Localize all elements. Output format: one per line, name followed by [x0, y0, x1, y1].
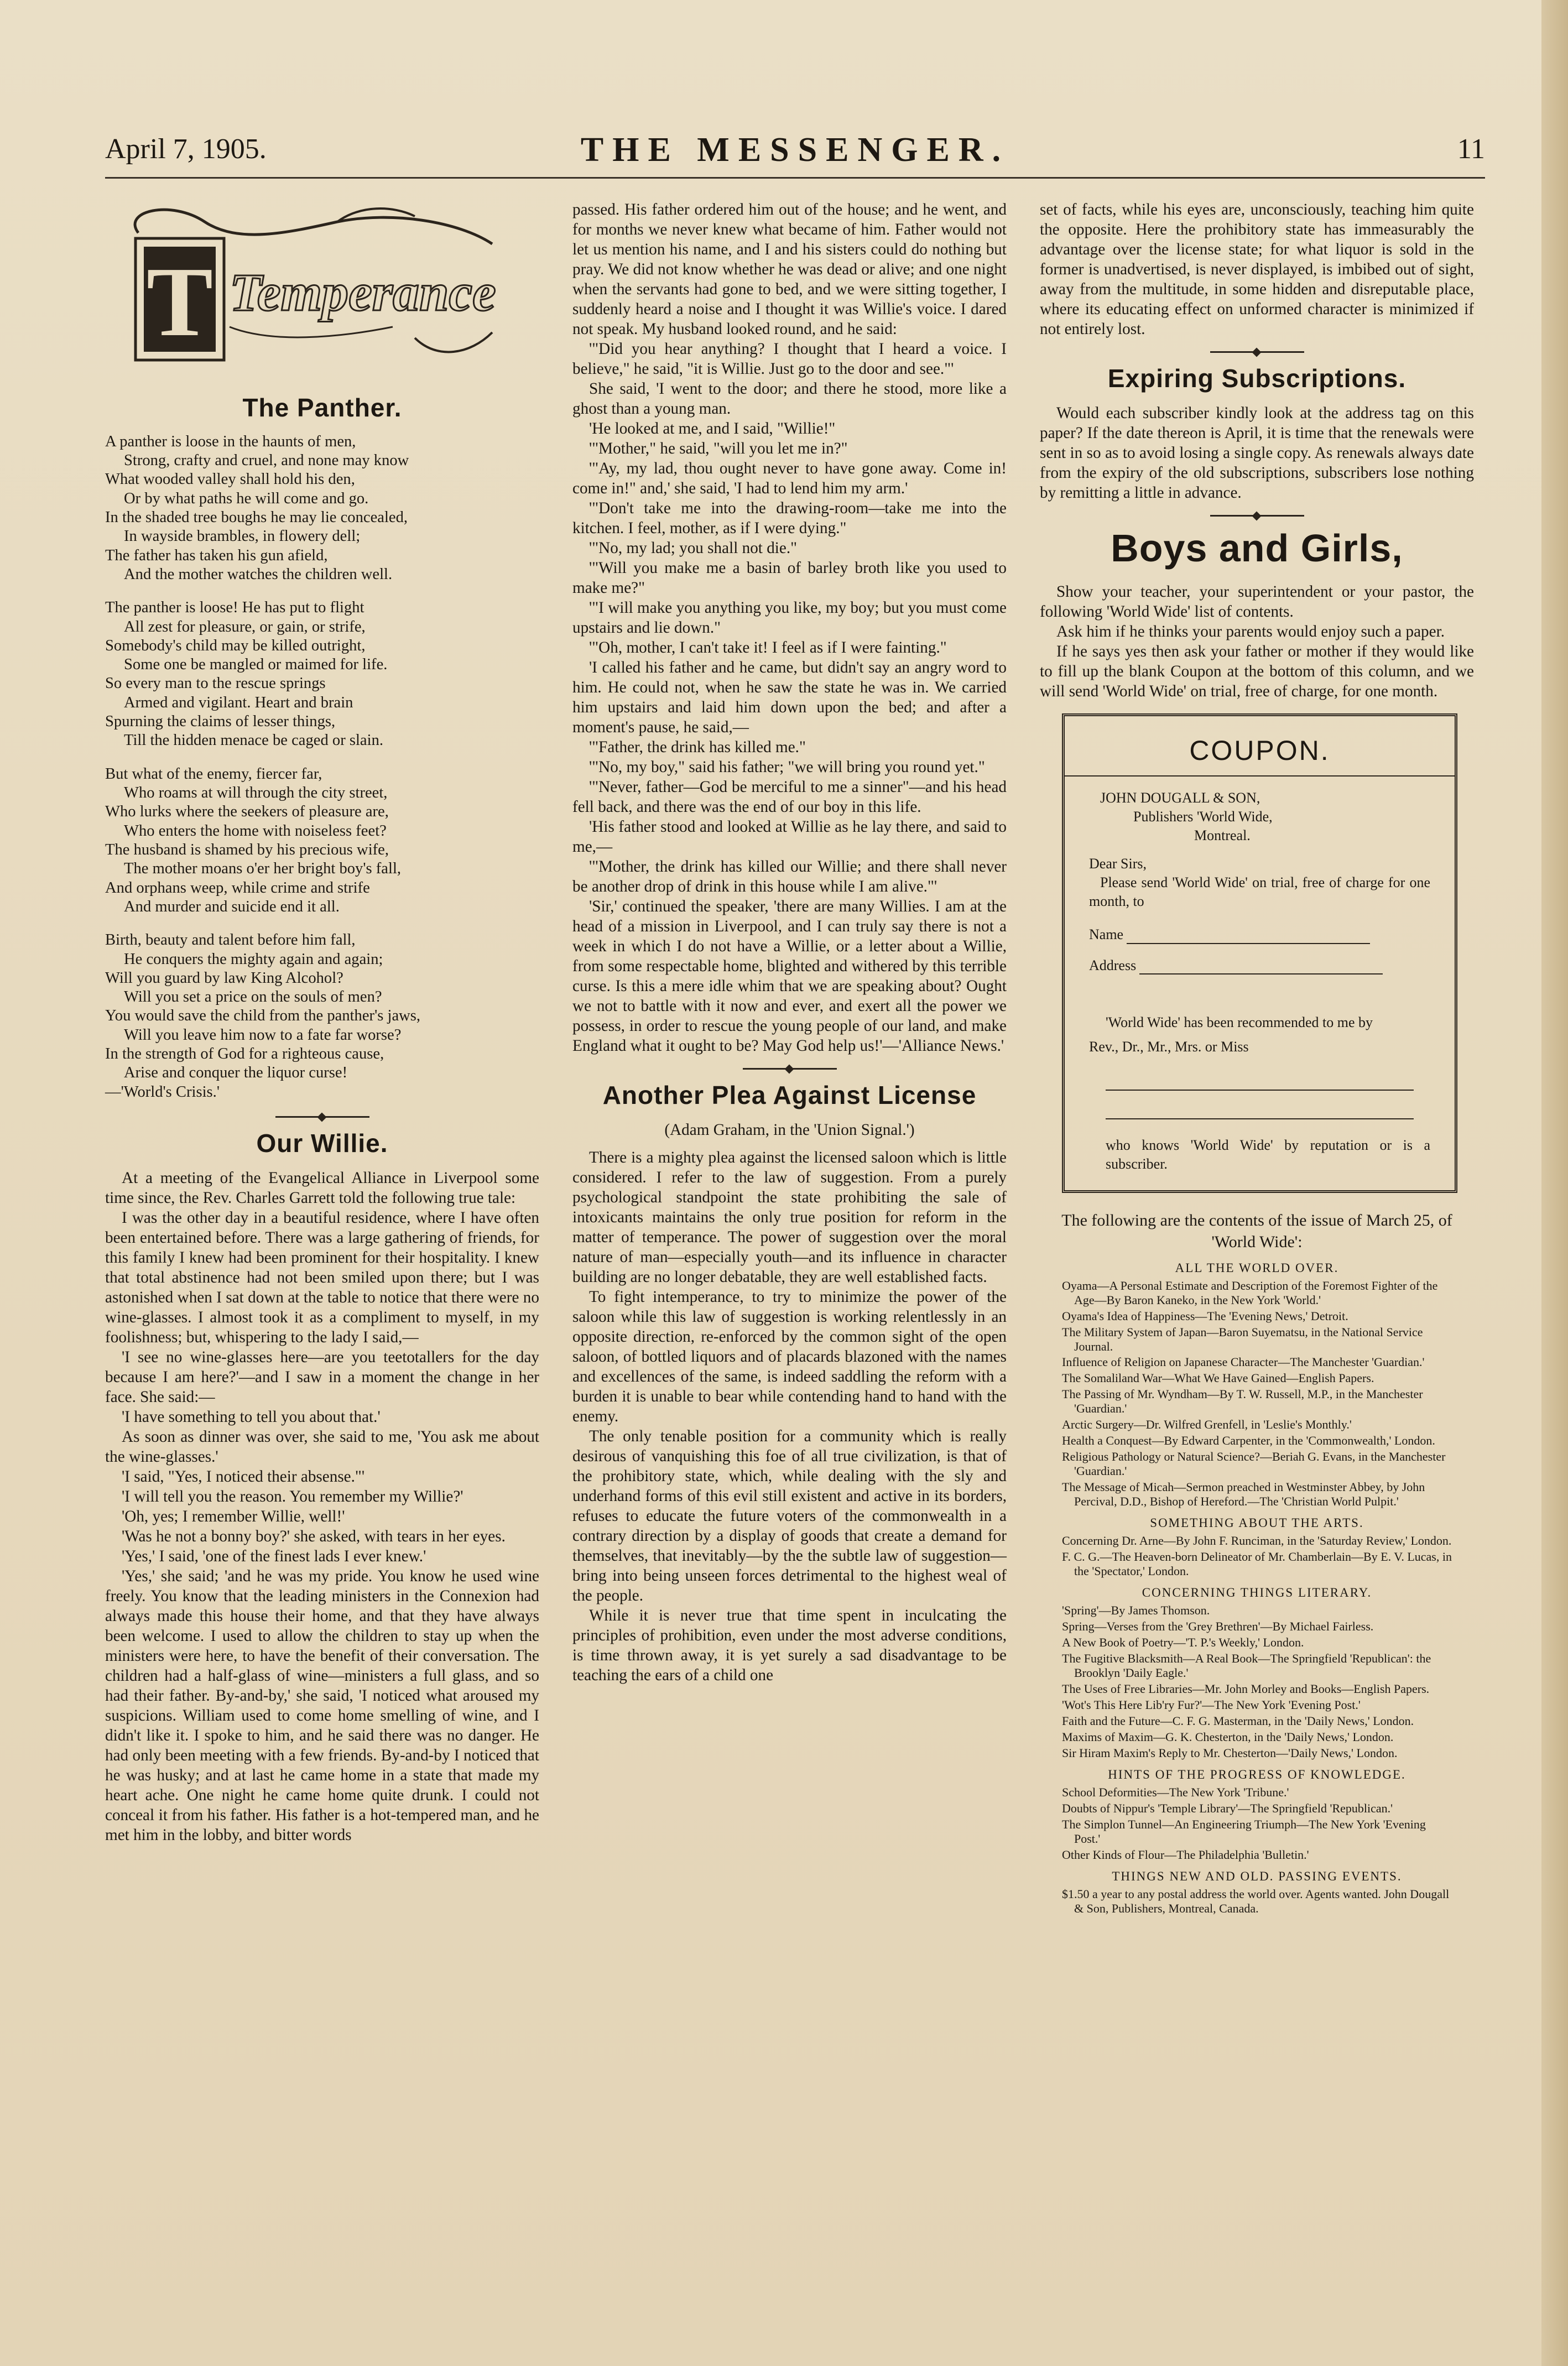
poem-line: The mother moans o'er her bright boy's fall, [124, 860, 402, 878]
paragraph: There is a mighty plea against the licensed saloon which is little considered. I refer to the law of suggestion. From a purely psychological standpoint the state prohibiting the sale of intoxicants maintains the only true position for reform in the matter of temperance. The power of suggestion over the moral nature of man—especially youth—and its influence in character building are no longer debatable, they are well established facts. [572, 1148, 1007, 1286]
paragraph: '"Will you make me a basin of barley broth like you used to make me?" [572, 559, 1007, 597]
paragraph: Show your teacher, your superintendent or your pastor, the following 'World Wide' list of contents. [1040, 583, 1474, 621]
poem-line: In the strength of God for a righteous cause, [105, 1045, 384, 1063]
paragraph: She said, 'I went to the door; and there he stood, more like a ghost than a young man. [572, 380, 1007, 418]
paragraph: 'I see no wine-glasses here—are you teetotallers for the day because I am here?'—and I saw in a moment the change in her face. She said:— [105, 1348, 539, 1406]
poem-line: All zest for pleasure, or gain, or strife, [124, 618, 366, 635]
coupon-rev: Rev., Dr., Mr., Mrs. or Miss [1089, 1039, 1249, 1055]
contents-item: A New Book of Poetry—'T. P.'s Weekly,' London. [1062, 1635, 1304, 1649]
poem-line: Will you set a price on the souls of men? [124, 988, 382, 1006]
paragraph: 'Sir,' continued the speaker, 'there are many Willies. I am at the head of a mission in Liverpool, and I can truly say there is not a week in which I do not have a Willie, or a letter about a Willie, from some respectable home, blighted and withered by this terrible curse. Is this a mere idle whim that we are speaking about? Ought we not to battle with it now and ever, and exert all the power we possess, in order to rescue the young people of our land, and make England what it ought to be? May God help us!'—'Alliance News.' [572, 898, 1007, 1055]
poem-line: Who lurks where the seekers of pleasure are, [105, 803, 389, 821]
paragraph: I was the other day in a beautiful residence, where I have often been entertained before. There was a large gathering of friends, for this family I knew had been prominent for their hospitality. I knew that total abstinence had not been smiled upon there; but I was astonished when I sat down at the table to notice that there were no wine-glasses. I almost took it as a compliment to myself, in my foolishness; but, whispering to the lady I said,— [105, 1208, 539, 1346]
paragraph: If he says yes then ask your father or mother if they would like to fill up the blank Coupon at the bottom of this column, and we will send 'World Wide' on trial, free of charge, for one month. [1040, 643, 1474, 700]
paragraph: '"Mother, the drink has killed our Willie; and there shall never be another drop of drink in this house while I am alive."' [572, 858, 1007, 895]
contents-section-heading: SOMETHING ABOUT THE ARTS. [1150, 1515, 1364, 1530]
masthead [105, 127, 1485, 179]
poem-stanza [105, 598, 539, 751]
paragraph: 'Yes,' I said, 'one of the finest lads I ever knew.' [122, 1547, 426, 1565]
coupon-recommender-line-2[interactable] [1106, 1096, 1414, 1119]
coupon-publisher: JOHN DOUGALL & SON, [1100, 790, 1260, 806]
poem-stanza [105, 432, 539, 585]
willie-story-continued [572, 200, 1007, 1056]
poem-stanza [105, 765, 539, 917]
contents-section-heading: CONCERNING THINGS LITERARY. [1142, 1585, 1372, 1599]
paragraph: To fight intemperance, to try to minimize the power of the saloon while this law of suggestion is working relentlessly in an opposite direction, re-enforced by the common sight of the open saloon, of bottled liquors and of placards blazoned with the names and excellences of the same, is indeed saddling the reform with a burden it is unable to bear while contending hand to hand with the enemy. [572, 1288, 1007, 1425]
paragraph: 'I have something to tell you about that.' [122, 1408, 381, 1426]
poem-line: —'World's Crisis.' [105, 1083, 220, 1101]
coupon-address-field[interactable] [1139, 961, 1383, 974]
paragraph: '"Father, the drink has killed me." [589, 738, 806, 756]
poem-line: The husband is shamed by his precious wife, [105, 841, 389, 858]
poem-line: And murder and suicide end it all. [124, 898, 340, 915]
paragraph: 'Oh, yes; I remember Willie, well!' [122, 1507, 345, 1525]
contents-item: Oyama's Idea of Happiness—The 'Evening News,' Detroit. [1062, 1309, 1348, 1323]
divider [743, 1068, 837, 1070]
contents-item: Religious Pathology or Natural Science?—Beriah G. Evans, in the Manchester 'Guardian.' [1062, 1450, 1446, 1478]
poem-line: Spurning the claims of lesser things, [105, 713, 336, 731]
divider [1210, 515, 1304, 517]
contents-item: Influence of Religion on Japanese Character—The Manchester 'Guardian.' [1062, 1355, 1425, 1369]
contents-item: Health a Conquest—By Edward Carpenter, in the 'Commonwealth,' London. [1062, 1434, 1435, 1448]
column-1 [105, 200, 539, 1917]
temperance-heading [105, 200, 539, 382]
contents-item: The Uses of Free Libraries—Mr. John Morley and Books—English Papers. [1062, 1681, 1430, 1696]
coupon-recommended: 'World Wide' has been recommended to me by [1106, 1014, 1373, 1031]
paragraph: The only tenable position for a community which is really desirous of vanquishing this foe of all true civilization, is that of the prohibitory state, which, while dealing with the sly and underhand forms of this evil still existent and active in its borders, refuses to educate the future voters of the commonwealth in a contrary direction by a display of goods that create a demand for themselves, that inevitably—by the the subtle law of suggestion—bring into being unseen forces detrimental to the highest weal of the people. [572, 1427, 1007, 1604]
poem-line: Will you leave him now to a fate far worse? [124, 1026, 402, 1044]
contents-item: Spring—Verses from the 'Grey Brethren'—By Michael Fairless. [1062, 1619, 1374, 1634]
contents-item: Sir Hiram Maxim's Reply to Mr. Chesterton—'Daily News,' London. [1062, 1745, 1398, 1760]
coupon-city: Montreal. [1194, 827, 1251, 843]
poem-line: Somebody's child may be killed outright, [105, 637, 366, 654]
paragraph: 'Yes,' she said; 'and he was my pride. You know he used wine freely. You know that the leading ministers in the Connexion had always made this house their home, and that they have always been welcome. I used to allow the children to stay up when the ministers were here, to have the benefit of their conversation. The children had a half-glass of wine—ministers a full glass, and so had their father. By-and-by,' she said, 'I noticed what aroused my suspicions. William used to come home smelling of wine, and I didn't like it. I spoke to him, and he said there was no danger. He had only been meeting with a few friends. By-and-by I noticed that he was husky; and at last he came home in a state that made my heart ache. One night he came home quite drunk. I could not conceal it from his father. His father is a hot-tempered man, and he met him in the lobby, and bitter words [105, 1567, 539, 1844]
poem-line: He conquers the mighty again and again; [124, 950, 383, 968]
panther-poem [105, 432, 539, 1102]
boys-girls-title: Boys and Girls, [1111, 526, 1403, 570]
poem-line: But what of the enemy, fiercer far, [105, 765, 322, 783]
coupon-knows: who knows 'World Wide' by reputation or is a subscriber. [1106, 1137, 1430, 1172]
poem-line: The panther is loose! He has put to flight [105, 599, 364, 617]
contents-section-heading: HINTS OF THE PROGRESS OF KNOWLEDGE. [1108, 1767, 1406, 1781]
coupon-address-label: Address [1089, 957, 1137, 973]
poem-line: Armed and vigilant. Heart and brain [124, 694, 353, 711]
paragraph: Ask him if he thinks your parents would enjoy such a paper. [1056, 623, 1445, 640]
poem-line: Who enters the home with noiseless feet? [124, 822, 387, 840]
poem-line: Who roams at will through the city street, [124, 784, 388, 802]
paragraph: '"Don't take me into the drawing-room—take me into the kitchen. I feel, mother, as if I were dying." [572, 499, 1007, 537]
poem-line: The father has taken his gun afield, [105, 546, 328, 564]
coupon-name-row[interactable] [1089, 925, 1430, 944]
plea-byline: (Adam Graham, in the 'Union Signal.') [664, 1121, 915, 1139]
poem-line: So every man to the rescue springs [105, 675, 326, 692]
poem-line: And the mother watches the children well. [124, 565, 393, 583]
temperance-ornament [105, 200, 539, 382]
divider [275, 1116, 369, 1118]
poem-line: Some one be mangled or maimed for life. [124, 656, 388, 674]
paragraph: At a meeting of the Evangelical Alliance in Liverpool some time since, the Rev. Charles Garrett told the following true tale: [105, 1169, 539, 1207]
contents-item: Doubts of Nippur's 'Temple Library'—The Springfield 'Republican.' [1062, 1801, 1393, 1815]
poem-line: And orphans weep, while crime and strife [105, 879, 370, 897]
poem-line: You would save the child from the panther's jaws, [105, 1007, 421, 1025]
poem-line: In wayside brambles, in flowery dell; [124, 528, 361, 545]
poem-line: Will you guard by law King Alcohol? [105, 969, 343, 987]
contents-item: Concerning Dr. Arne—By John F. Runciman, in the 'Saturday Review,' London. [1062, 1534, 1452, 1548]
contents-item: F. C. G.—The Heaven-born Delineator of Mr. Chamberlain—By E. V. Lucas, in the 'Spectator,' London. [1062, 1550, 1452, 1578]
world-wide-contents [1062, 1260, 1452, 1916]
poem-line: Birth, beauty and talent before him fall, [105, 931, 356, 949]
poem-stanza [105, 931, 539, 1102]
paragraph: 'I said, "Yes, I noticed their absense."' [122, 1467, 365, 1486]
poem-line: Arise and conquer the liquor curse! [124, 1064, 348, 1082]
contents-item: The Fugitive Blacksmith—A Real Book—The Springfield 'Republican': the Brooklyn 'Daily Eagle.' [1062, 1651, 1431, 1680]
contents-item: The Passing of Mr. Wyndham—By T. W. Russell, M.P., in the Manchester 'Guardian.' [1062, 1387, 1423, 1416]
willie-story [105, 1168, 539, 1845]
contents-item: The Somaliland War—What We Have Gained—English Papers. [1062, 1371, 1374, 1385]
coupon-name-label: Name [1089, 926, 1124, 942]
plea-continued: set of facts, while his eyes are, unconsciously, teaching him quite the opposite. Here the prohibitory state has immeasurably the advantage over the license state; for what liquor is sold in the former is unadvertised, is never displayed, is imbibed out of sight, away from the multitude, in some hidden and disreputable place, where its educating effect on unformed character is minimized if not entirely lost. [1040, 201, 1474, 338]
poem-line: In the shaded tree boughs he may lie concealed, [105, 508, 408, 526]
poem-line: Till the hidden menace be caged or slain. [124, 732, 384, 749]
column-2 [572, 200, 1007, 1917]
contents-item: 'Spring'—By James Thomson. [1062, 1603, 1210, 1618]
paragraph: '"Mother," he said, "will you let me in?" [589, 440, 848, 457]
contents-item: Arctic Surgery—Dr. Wilfred Grenfell, in 'Leslie's Monthly.' [1062, 1417, 1352, 1432]
contents-item: Oyama—A Personal Estimate and Description of the Foremost Fighter of the Age—By Baron Kaneko, in the New York 'World.' [1062, 1278, 1438, 1307]
paragraph: '"I will make you anything you like, my boy; but you must come upstairs and lie down." [572, 599, 1007, 637]
paragraph: While it is never true that time spent in inculcating the principles of prohibition, even under the most adverse conditions, is time thrown away, it is yet surely a sad disadvantage to be teaching the ears of a child one [572, 1606, 1007, 1684]
temperance-initial: T [146, 247, 213, 357]
expiring-text: Would each subscriber kindly look at the address tag on this paper? If the date thereon is April, it is time that the renewals were sent in so as to avoid losing a single copy. As renewals always date from the expiry of the old subscriptions, subscribers lose nothing by remitting a little in advance. [1040, 404, 1474, 502]
contents-item: Maxims of Maxim—G. K. Chesterton, in the 'Daily News,' London. [1062, 1729, 1394, 1744]
paragraph: '"Did you hear anything? I thought that I heard a voice. I believe," he said, "it is Willie. Just go to the door and see."' [572, 340, 1007, 378]
paragraph: 'I will tell you the reason. You remember my Willie?' [122, 1487, 463, 1505]
paragraph: '"Never, father—God be merciful to me a sinner"—and his head fell back, and there was the end of our boy in this life. [572, 778, 1007, 816]
coupon-publisher-2: Publishers 'World Wide, [1133, 808, 1273, 825]
temperance-word: Temperance [230, 263, 496, 322]
coupon-please: Please send 'World Wide' on trial, free of charge for one month, to [1089, 874, 1430, 909]
plea-article [572, 1148, 1007, 1685]
paragraph: As soon as dinner was over, she said to me, 'You ask me about the wine-glasses.' [105, 1427, 539, 1466]
contents-item: Other Kinds of Flour—The Philadelphia 'Bulletin.' [1062, 1847, 1309, 1862]
poem-line: Or by what paths he will come and go. [124, 489, 369, 507]
paragraph: '"Oh, mother, I can't take it! I feel as if I were fainting." [589, 639, 947, 656]
contents-section-heading: ALL THE WORLD OVER. [1175, 1260, 1339, 1275]
paragraph: 'He looked at me, and I said, "Willie!" [589, 420, 836, 437]
coupon-title: COUPON. [1065, 733, 1455, 776]
issue-date: April 7, 1905. [105, 133, 267, 165]
contents-item: Faith and the Future—C. F. G. Masterman, in the 'Daily News,' London. [1062, 1713, 1414, 1728]
paragraph: '"No, my boy," said his father; "we will bring you round yet." [589, 758, 985, 776]
paragraph: '"Ay, my lad, thou ought never to have gone away. Come in! come in!" and,' she said, 'I had to lend him my arm.' [572, 460, 1007, 497]
poem-line: What wooded valley shall hold his den, [105, 471, 355, 488]
contents-item: School Deformities—The New York 'Tribune.' [1062, 1785, 1289, 1799]
contents-item: The Message of Micah—Sermon preached in Westminster Abbey, by John Percival, D.D., Bishop of Hereford.—The 'Christian World Pulpit.' [1062, 1480, 1425, 1509]
paragraph: 'I called his father and he came, but didn't say an angry word to him. He could not, when he saw the state he was in. We carried him upstairs and laid him down upon the bed; and after a moment's pause, he said,— [572, 659, 1007, 736]
contents-item: $1.50 a year to any postal address the world over. Agents wanted. John Dougall & Son, Publishers, Montreal, Canada. [1062, 1886, 1450, 1915]
contents-item: The Military System of Japan—Baron Suyematsu, in the National Service Journal. [1062, 1325, 1423, 1353]
plea-title: Another Plea Against License [602, 1081, 977, 1109]
column-3 [1040, 200, 1474, 1917]
coupon-name-field[interactable] [1127, 931, 1370, 944]
coupon-recommender-line-1[interactable] [1106, 1067, 1414, 1091]
paragraph: 'Was he not a bonny boy?' she asked, with tears in her eyes. [122, 1527, 506, 1545]
paragraph: '"No, my lad; you shall not die." [589, 539, 798, 557]
coupon-salutation: Dear Sirs, [1089, 856, 1147, 872]
contents-item: The Simplon Tunnel—An Engineering Triumph—The New York 'Evening Post.' [1062, 1817, 1426, 1846]
divider [1210, 351, 1304, 353]
page-number: 11 [1457, 133, 1485, 165]
expiring-title: Expiring Subscriptions. [1107, 364, 1406, 393]
paragraph: passed. His father ordered him out of the house; and he went, and for months we never knew what became of him. Father would not let us mention his name, and I and his sisters could do nothing but pray. We did not know whether he was dead or alive; and one night when the servants had gone to bed, and we were sitting together, I suddenly heard a noise and I thought it was Willie's voice. I dared not speak. My husband looked round, and he said: [572, 201, 1007, 338]
coupon-address-row[interactable] [1089, 956, 1430, 975]
poem-line: Strong, crafty and cruel, and none may know [124, 452, 409, 470]
willie-title: Our Willie. [256, 1129, 388, 1158]
contents-item: 'Wot's This Here Lib'ry Fur?'—The New York 'Evening Post.' [1062, 1697, 1361, 1712]
contents-section-heading: THINGS NEW AND OLD. PASSING EVENTS. [1112, 1869, 1402, 1883]
paper-title: THE MESSENGER. [580, 131, 1010, 169]
contents-intro: The following are the contents of the issue of March 25, of 'World Wide': [1061, 1211, 1452, 1251]
poem-line: A panther is loose in the haunts of men, [105, 432, 356, 450]
panther-title: The Panther. [242, 393, 402, 422]
coupon-box[interactable] [1062, 713, 1457, 1193]
boys-girls-text [1040, 582, 1474, 701]
paragraph: 'His father stood and looked at Willie as he lay there, and said to me,— [572, 818, 1007, 856]
